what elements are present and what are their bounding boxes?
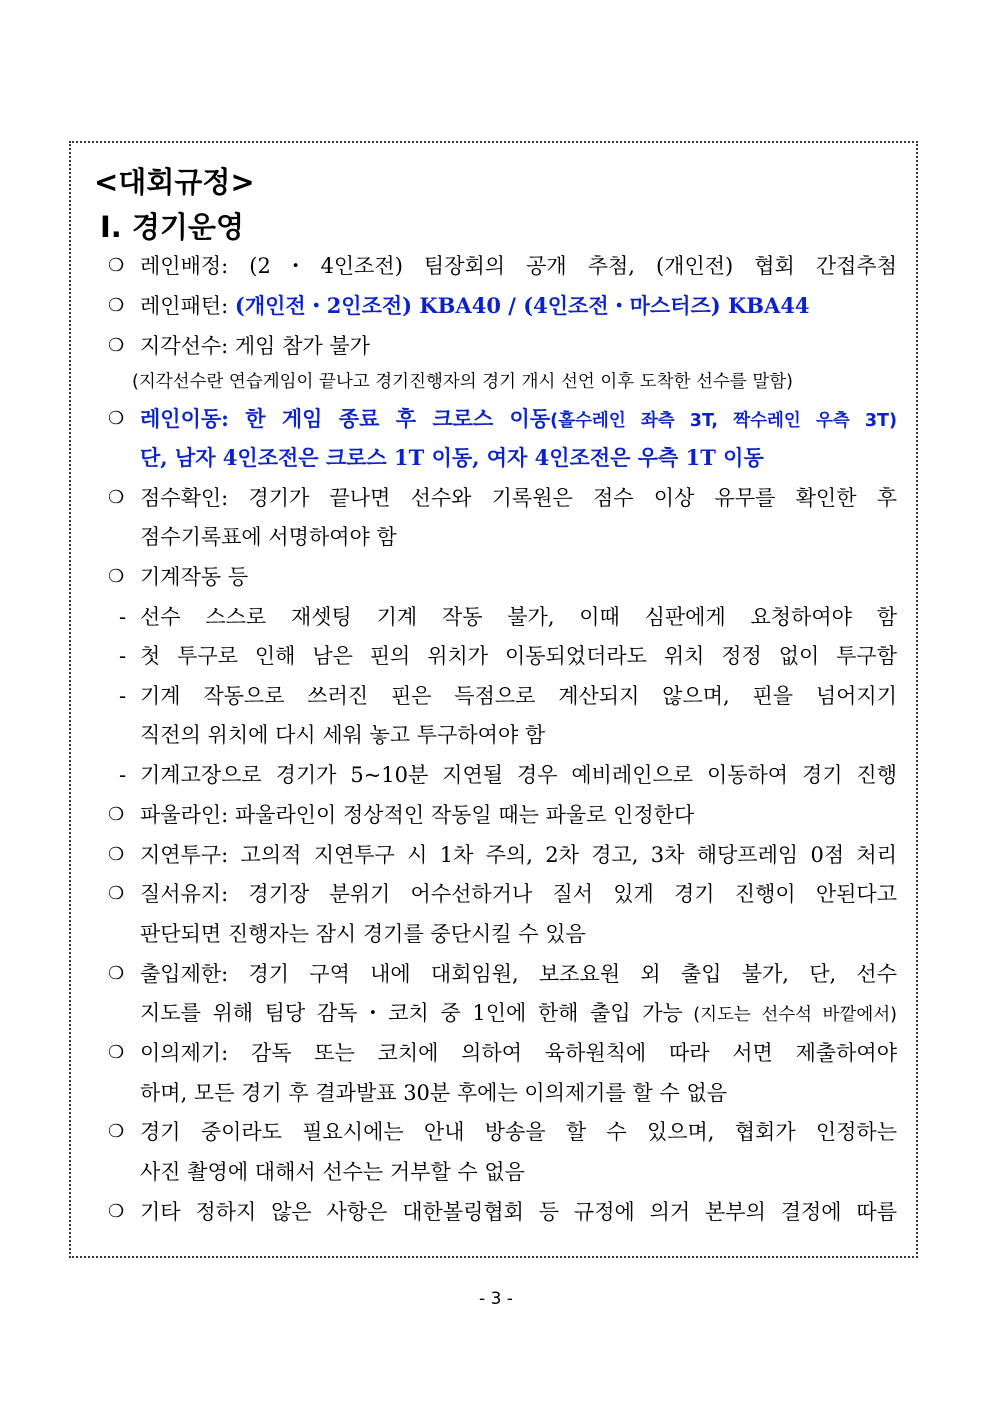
bullet-icon: ❍ xyxy=(108,487,125,508)
item-access: 출입제한: 경기 구역 내에 대회임원, 보조요원 외 출입 불가, 단, 선수 xyxy=(140,962,897,986)
machine-sub1: 선수 스스로 재셋팅 기계 작동 불가, 이때 심판에게 요청하여야 함 xyxy=(140,605,897,629)
dash-marker: - xyxy=(119,644,127,668)
lane-pattern-value: (개인전・2인조전) KBA40 / (4인조전・마스터즈) KBA44 xyxy=(234,293,810,318)
item-late-player: 지각선수: 게임 참가 불가 xyxy=(140,334,370,358)
item-foul-line: 파울라인: 파울라인이 정상적인 작동일 때는 파울로 인정한다 xyxy=(140,803,695,827)
item-order: 질서유지: 경기장 분위기 어수선하거나 질서 있게 경기 진행이 안된다고 xyxy=(140,882,897,906)
page-number: - 3 - xyxy=(479,1289,513,1309)
lane-move-main: 레인이동: 한 게임 종료 후 크로스 이동 xyxy=(140,406,551,431)
bullet-icon: ❍ xyxy=(108,844,125,865)
dash-marker: - xyxy=(119,684,127,708)
bullet-icon: ❍ xyxy=(108,1042,125,1063)
lane-pattern-label: 레인패턴: xyxy=(140,294,235,318)
machine-sub4: 기계고장으로 경기가 5~10분 지연될 경우 예비레인으로 이동하여 경기 진행 xyxy=(140,763,897,787)
item-lane-move xyxy=(140,405,897,435)
item-delay: 지연투구: 고의적 지연투구 시 1차 주의, 2차 경고, 3차 해당프레임 0점 처리 xyxy=(140,843,897,867)
machine-sub2: 첫 투구로 인해 남은 핀의 위치가 이동되었더라도 위치 정정 없이 투구함 xyxy=(140,644,897,668)
item-broadcast: 경기 중이라도 필요시에는 안내 방송을 할 수 있으며, 협회가 인정하는 xyxy=(140,1120,897,1144)
lane-move-detail: (홀수레인 좌측 3T, 짝수레인 우측 3T) xyxy=(550,411,897,431)
item-order-line2: 판단되면 진행자는 잠시 경기를 중단시킬 수 있음 xyxy=(140,922,586,946)
bullet-icon: ❍ xyxy=(108,1121,125,1142)
bullet-icon: ❍ xyxy=(108,963,125,984)
bullet-icon: ❍ xyxy=(108,883,125,904)
bullet-icon: ❍ xyxy=(108,295,125,316)
item-lane-move-line2: 단, 남자 4인조전은 크로스 1T 이동, 여자 4인조전은 우측 1T 이동 xyxy=(140,445,764,470)
item-access-line2 xyxy=(140,999,897,1029)
machine-sub3: 기계 작동으로 쓰러진 핀은 득점으로 계산되지 않으며, 핀을 넘어지기 xyxy=(140,684,897,708)
bullet-icon: ❍ xyxy=(108,335,125,356)
bullet-icon: ❍ xyxy=(108,566,125,587)
dash-marker: - xyxy=(119,763,127,787)
access-line2-note: (지도는 선수석 바깥에서) xyxy=(682,1005,897,1025)
page-title: <대회규정> xyxy=(94,165,255,199)
item-objection-line2: 하며, 모든 경기 후 결과발표 30분 후에는 이의제기를 할 수 없음 xyxy=(140,1081,728,1105)
item-lane-pattern xyxy=(140,292,897,320)
late-player-note: (지각선수란 연습게임이 끝나고 경기진행자의 경기 개시 선언 이후 도착한 선수를 말함) xyxy=(132,372,793,392)
bullet-icon: ❍ xyxy=(108,408,125,429)
access-line2-main: 지도를 위해 팀당 감독・코치 중 1인에 한해 출입 가능 xyxy=(140,1001,683,1025)
bullet-icon: ❍ xyxy=(108,804,125,825)
item-objection: 이의제기: 감독 또는 코치에 의하여 육하원칙에 따라 서면 제출하여야 xyxy=(140,1041,897,1065)
item-score-check: 점수확인: 경기가 끝나면 선수와 기록원은 점수 이상 유무를 확인한 후 xyxy=(140,486,897,510)
bullet-icon: ❍ xyxy=(108,255,125,276)
item-broadcast-line2: 사진 촬영에 대해서 선수는 거부할 수 없음 xyxy=(140,1160,525,1184)
item-machine: 기계작동 등 xyxy=(140,565,249,589)
machine-sub3-line2: 직전의 위치에 다시 세워 놓고 투구하여야 함 xyxy=(140,723,546,747)
item-others: 기타 정하지 않은 사항은 대한볼링협회 등 규정에 의거 본부의 결정에 따름 xyxy=(140,1200,897,1224)
bullet-icon: ❍ xyxy=(108,1201,125,1222)
item-score-check-line2: 점수기록표에 서명하여야 함 xyxy=(140,525,397,549)
item-lane-assign: 레인배정: (2・4인조전) 팀장회의 공개 추첨, (개인전) 협회 간접추첨 xyxy=(140,254,897,278)
dash-marker: - xyxy=(119,605,127,629)
section-heading: Ⅰ. 경기운영 xyxy=(100,210,244,244)
